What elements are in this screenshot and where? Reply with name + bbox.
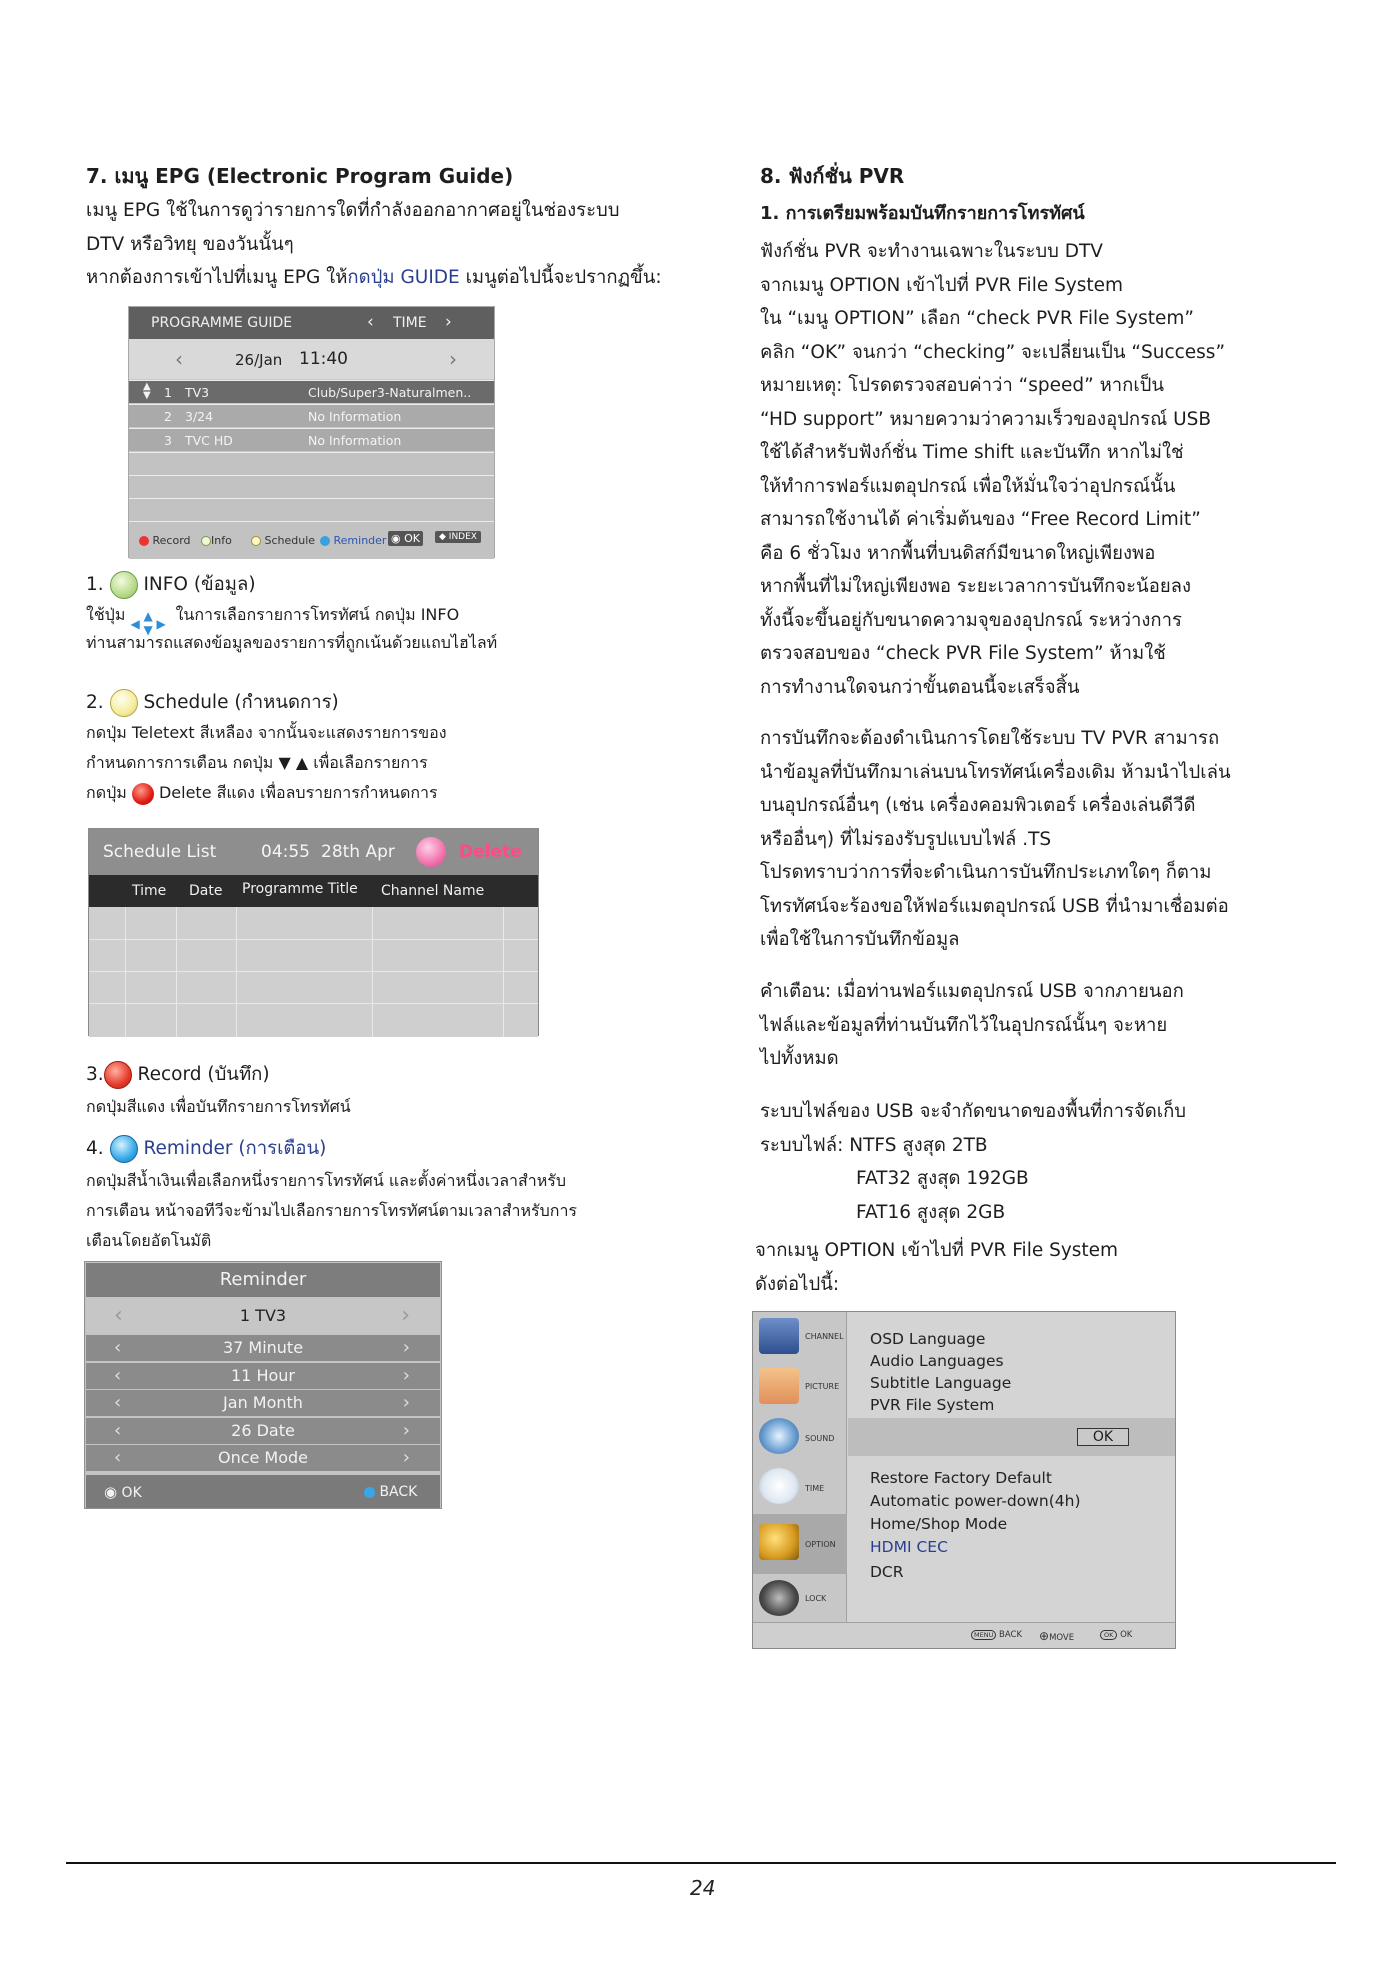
option-menu-screen <box>752 1311 1176 1649</box>
guide-channel-row[interactable]: 3 TVC HD No Information <box>129 428 494 451</box>
reminder-item: 4. Reminder (การเตือน) <box>86 1132 326 1166</box>
chevron-left-icon: ‹ <box>114 1303 123 1328</box>
menu-item[interactable]: Automatic power-down(4h) <box>870 1492 1081 1510</box>
guide-title: PROGRAMME GUIDE <box>151 315 293 331</box>
pvr-subtitle: 1. การเตรียมพร้อมบันทึกรายการโทรทัศน์ <box>760 203 1085 224</box>
ok-icon: ◉ <box>104 1483 118 1501</box>
menu-item[interactable]: Subtitle Language <box>870 1374 1012 1392</box>
guide-date: 26/Jan <box>235 351 283 369</box>
schedule-line3: กดปุ่ม Delete สีแดง เพื่อลบรายการกำหนดการ <box>86 778 438 808</box>
menu-footer <box>753 1622 1175 1648</box>
red-dot-icon <box>139 536 149 546</box>
chevron-right-icon[interactable]: › <box>445 312 452 332</box>
chevron-right-icon: › <box>402 1365 410 1386</box>
guide-empty-row <box>129 452 494 475</box>
blue-button-icon <box>110 1135 138 1163</box>
green-dot-icon <box>201 536 211 546</box>
menu-sidebar <box>753 1312 847 1622</box>
pvr-filesystem: ระบบไฟล์ของ USB จะจำกัดขนาดของพื้นที่การจัดเก็บ ระบบไฟล์: NTFS สูงสุด 2TB FAT32 สูงสุด 192GB FAT16 สูงสุด 2GB <box>760 1101 1187 1223</box>
reminder-date-row[interactable]: ‹ 26 Date › <box>86 1418 440 1444</box>
sidebar-item-channel[interactable]: CHANNEL <box>753 1314 847 1362</box>
guide-footer <box>129 521 494 559</box>
delete-label[interactable]: Delete <box>459 842 522 862</box>
guide-date-row <box>129 339 494 379</box>
menu-item[interactable]: PVR File System <box>870 1396 995 1414</box>
down-arrow-icon: ▼ <box>278 753 291 772</box>
reminder-hour-row[interactable]: ‹ 11 Hour › <box>86 1363 440 1389</box>
red-button-icon <box>132 783 154 805</box>
schedule-item: 2. Schedule (กำหนดการ) <box>86 686 339 720</box>
column-header: Time <box>132 883 167 899</box>
red-button-icon <box>104 1061 132 1089</box>
menu-item[interactable]: DCR <box>870 1563 904 1581</box>
schedule-line2: กำหนดการการเตือน กดปุ่ม ▼ ▲ เพื่อเลือกรายการ <box>86 753 428 772</box>
menu-items-bottom <box>870 1467 1081 1584</box>
programme-guide-screen <box>128 306 495 558</box>
reminder-channel-row[interactable]: ‹ 1 TV3 › <box>86 1299 440 1333</box>
schedule-title: Schedule List <box>103 842 217 862</box>
ok-bar <box>848 1418 1175 1456</box>
blue-dot-icon <box>364 1487 375 1498</box>
guide-channel-row[interactable]: 2 3/24 No Information <box>129 404 494 427</box>
ok-hint[interactable]: ◉ OK <box>104 1483 142 1501</box>
menu-item[interactable]: Home/Shop Mode <box>870 1515 1008 1533</box>
schedule-time: 04:55 <box>261 842 310 862</box>
ok-button[interactable]: OK <box>1077 1428 1129 1446</box>
schedule-hint[interactable]: Schedule <box>251 534 315 547</box>
green-button-icon <box>110 571 138 599</box>
sidebar-item-picture[interactable]: PICTURE <box>753 1362 847 1412</box>
chevron-right-icon[interactable]: › <box>449 347 457 371</box>
sidebar-item-lock[interactable]: LOCK <box>753 1574 847 1622</box>
schedule-columns <box>89 875 538 907</box>
record-line1: กดปุ่มสีแดง เพื่อบันทึกรายการโทรทัศน์ <box>86 1097 351 1116</box>
pink-button-icon <box>416 837 446 867</box>
back-hint[interactable]: BACK <box>364 1484 417 1500</box>
chevron-right-icon: › <box>402 1447 410 1468</box>
column-header: Programme Title <box>242 881 358 897</box>
guide-header <box>129 307 494 339</box>
page-number: 24 <box>690 1876 716 1900</box>
info-item: 1. INFO (ข้อมูล) <box>86 568 256 602</box>
guide-channel-row[interactable]: ▲ ▼ 1 TV3 Club/Super3-Naturalmen.. <box>129 380 494 403</box>
sidebar-item-sound[interactable]: SOUND <box>753 1412 847 1462</box>
schedule-date: 28th Apr <box>321 842 395 862</box>
blue-dot-icon <box>320 536 330 546</box>
reminder-hint[interactable]: Reminder <box>320 534 386 547</box>
pvr-section-title: 8. ฟังก์ชั่น PVR <box>760 164 905 188</box>
epg-intro-line: เมนู EPG ใช้ในการดูว่ารายการใดที่กำลังออกอากาศอยู่ในช่องระบบ <box>86 200 620 221</box>
chevron-right-icon: › <box>401 1303 410 1328</box>
sidebar-item-time[interactable]: TIME <box>753 1462 847 1514</box>
chevron-left-icon: ‹ <box>114 1392 122 1413</box>
menu-item-hdmi-cec[interactable]: HDMI CEC <box>870 1538 948 1556</box>
ok-hint[interactable]: ◉ OK <box>388 531 423 546</box>
move-hint[interactable]: ⊕MOVE <box>1039 1629 1075 1643</box>
schedule-grid <box>89 907 538 1037</box>
reminder-title: Reminder <box>86 1263 440 1297</box>
clock-icon <box>759 1468 799 1504</box>
footer-rule <box>66 1862 1336 1864</box>
menu-item[interactable]: Restore Factory Default <box>870 1469 1052 1487</box>
epg-intro-line: หากต้องการเข้าไปที่เมนู EPG ให้กดปุ่ม GUIDE เมนูต่อไปนี้จะปรากฏขึ้น: <box>86 267 662 288</box>
guide-empty-row <box>129 498 494 521</box>
reminder-desc: กดปุ่มสีน้ำเงินเพื่อเลือกหนึ่งรายการโทรทัศน์ และตั้งค่าหนึ่งเวลาสำหรับ การเตือน หน้าจอทีวีจะข้ามไปเลือกรายการโทรทัศน์ตามเวลาสำหรับการ เตือนโดยอัตโนมัติ <box>86 1171 578 1250</box>
chevron-right-icon: › <box>402 1337 410 1358</box>
guide-empty-row <box>129 475 494 498</box>
epg-intro <box>86 194 662 295</box>
info-line1: ใช้ปุ่ม ◀ ▲ ▼ ▶ ในการเลือกรายการโทรทัศน์ กดปุ่ม INFO <box>86 605 460 637</box>
schedule-line1: กดปุ่ม Teletext สีเหลือง จากนั้นจะแสดงรายการของ <box>86 723 447 742</box>
reminder-footer <box>86 1475 440 1508</box>
navigation-arrows-icon: ◀ ▲ ▼ ▶ <box>130 608 166 637</box>
schedule-header <box>89 829 538 875</box>
index-hint[interactable]: ◆ INDEX <box>435 531 481 543</box>
chevron-left-icon: ‹ <box>114 1337 122 1358</box>
sidebar-item-option[interactable]: OPTION <box>753 1514 847 1574</box>
chevron-left-icon: ‹ <box>114 1447 122 1468</box>
epg-intro-line: DTV หรือวิทยุ ของวันนั้นๆ <box>86 233 294 255</box>
yellow-dot-icon <box>251 536 261 546</box>
info-hint[interactable]: Info <box>201 534 232 547</box>
up-arrow-icon: ▲ <box>295 753 309 772</box>
chevron-left-icon[interactable]: ‹ <box>175 347 183 371</box>
sound-icon <box>759 1418 799 1454</box>
reminder-mode-row[interactable]: ‹ Once Mode › <box>86 1445 440 1471</box>
yellow-button-icon <box>110 689 138 717</box>
ok-hint[interactable]: OK OK <box>1100 1630 1132 1640</box>
record-hint[interactable]: Record <box>139 534 191 547</box>
reminder-month-row[interactable]: ‹ Jan Month › <box>86 1390 440 1416</box>
pvr-warning: คำเตือน: เมื่อท่านฟอร์แมตอุปกรณ์ USB จากภายนอก ไฟล์และข้อมูลที่ท่านบันทึกไว้ในอุปกรณ์นั้นๆ จะหาย ไปทั้งหมด <box>760 981 1184 1069</box>
chevron-right-icon: › <box>402 1392 410 1413</box>
guide-time-label: TIME <box>393 315 427 331</box>
schedule-list-screen <box>88 828 539 1036</box>
pvr-para1: ฟังก์ชั่น PVR จะทำงานเฉพาะในระบบ DTV จากเมนู OPTION เข้าไปที่ PVR File System ใน “เมนู OPTION” เลือก “check PVR File System” คลิก “OK” จนกว่า “checking” จะเปลี่ยนเป็น “Success” หมายเหตุ: โปรดตรวจสอบค่าว่า “speed” หากเป็น “HD support” หมายความว่าความเร็วของอุปกรณ์ USB ใช้ได้สำหรับฟังก์ชั่น Time shift และบันทึก หากไม่ใช่ ให้ทำการฟอร์แมตอุปกรณ์ เพื่อให้มั่นใจว่าอุปกรณ์นั้น สามารถใช้งานได้ ค่าเริ่มต้นของ “Free Record Limit” คือ 6 ชั่วโมง หากพื้นที่บนดิสก์มีขนาดใหญ่เพียงพอ หากพื้นที่ไม่ใหญ่เพียงพอ ระยะเวลาการบันทึกจะน้อยลง ทั้งนี้จะขึ้นอยู่กับขนาดความจุของอุปกรณ์ ระหว่างการ ตรวจสอบของ “check PVR File System” ห้ามใช้ การทำงานใดจนกว่าขั้นตอนนี้จะเสร็จสิ้น <box>760 241 1226 698</box>
menu-item[interactable]: OSD Language <box>870 1330 986 1348</box>
picture-icon <box>759 1368 799 1404</box>
column-header: Channel Name <box>381 883 485 899</box>
record-item: 3. Record (บันทึก) <box>86 1058 270 1092</box>
guide-time: 11:40 <box>299 349 348 369</box>
lock-icon <box>759 1580 799 1616</box>
info-line2: ท่านสามารถแสดงข้อมูลของรายการที่ถูกเน้นด้วยแถบไฮไลท์ <box>86 633 498 652</box>
guide-button-link: กดปุ่ม GUIDE <box>347 267 460 288</box>
pvr-para5: จากเมนู OPTION เข้าไปที่ PVR File System ดังต่อไปนี้: <box>755 1240 1119 1295</box>
column-header: Date <box>189 883 223 899</box>
reminder-screen <box>84 1261 442 1509</box>
chevron-left-icon[interactable]: ‹ <box>367 312 374 332</box>
move-icon: ⊕ <box>1039 1629 1050 1643</box>
option-icon <box>759 1524 799 1560</box>
epg-section-title: 7. เมนู EPG (Electronic Program Guide) <box>86 164 514 188</box>
chevron-right-icon: › <box>402 1420 410 1441</box>
menu-items-top <box>870 1328 1011 1416</box>
chevron-left-icon: ‹ <box>114 1365 122 1386</box>
updown-icon: ▲ ▼ <box>143 381 151 401</box>
reminder-minute-row[interactable]: ‹ 37 Minute › <box>86 1335 440 1361</box>
chevron-left-icon: ‹ <box>114 1420 122 1441</box>
pvr-para2: การบันทึกจะต้องดำเนินการโดยใช้ระบบ TV PVR สามารถ นำข้อมูลที่บันทึกมาเล่นบนโทรทัศน์เครื่องเดิม ห้ามนำไปเล่น บนอุปกรณ์อื่นๆ (เช่น เครื่องคอมพิวเตอร์ เครื่องเล่นดีวีดี หรืออื่นๆ) ที่ไม่รองรับรูปแบบไฟล์ .TS โปรดทราบว่าการที่จะดำเนินการบันทึกประเภทใดๆ ก็ตาม โทรทัศน์จะร้องขอให้ฟอร์แมตอุปกรณ์ USB ที่นำมาเชื่อมต่อ เพื่อใช้ในการบันทึกข้อมูล <box>760 728 1231 950</box>
channel-icon <box>759 1318 799 1354</box>
back-hint[interactable]: MENU BACK <box>971 1630 1022 1640</box>
menu-item[interactable]: Audio Languages <box>870 1352 1004 1370</box>
